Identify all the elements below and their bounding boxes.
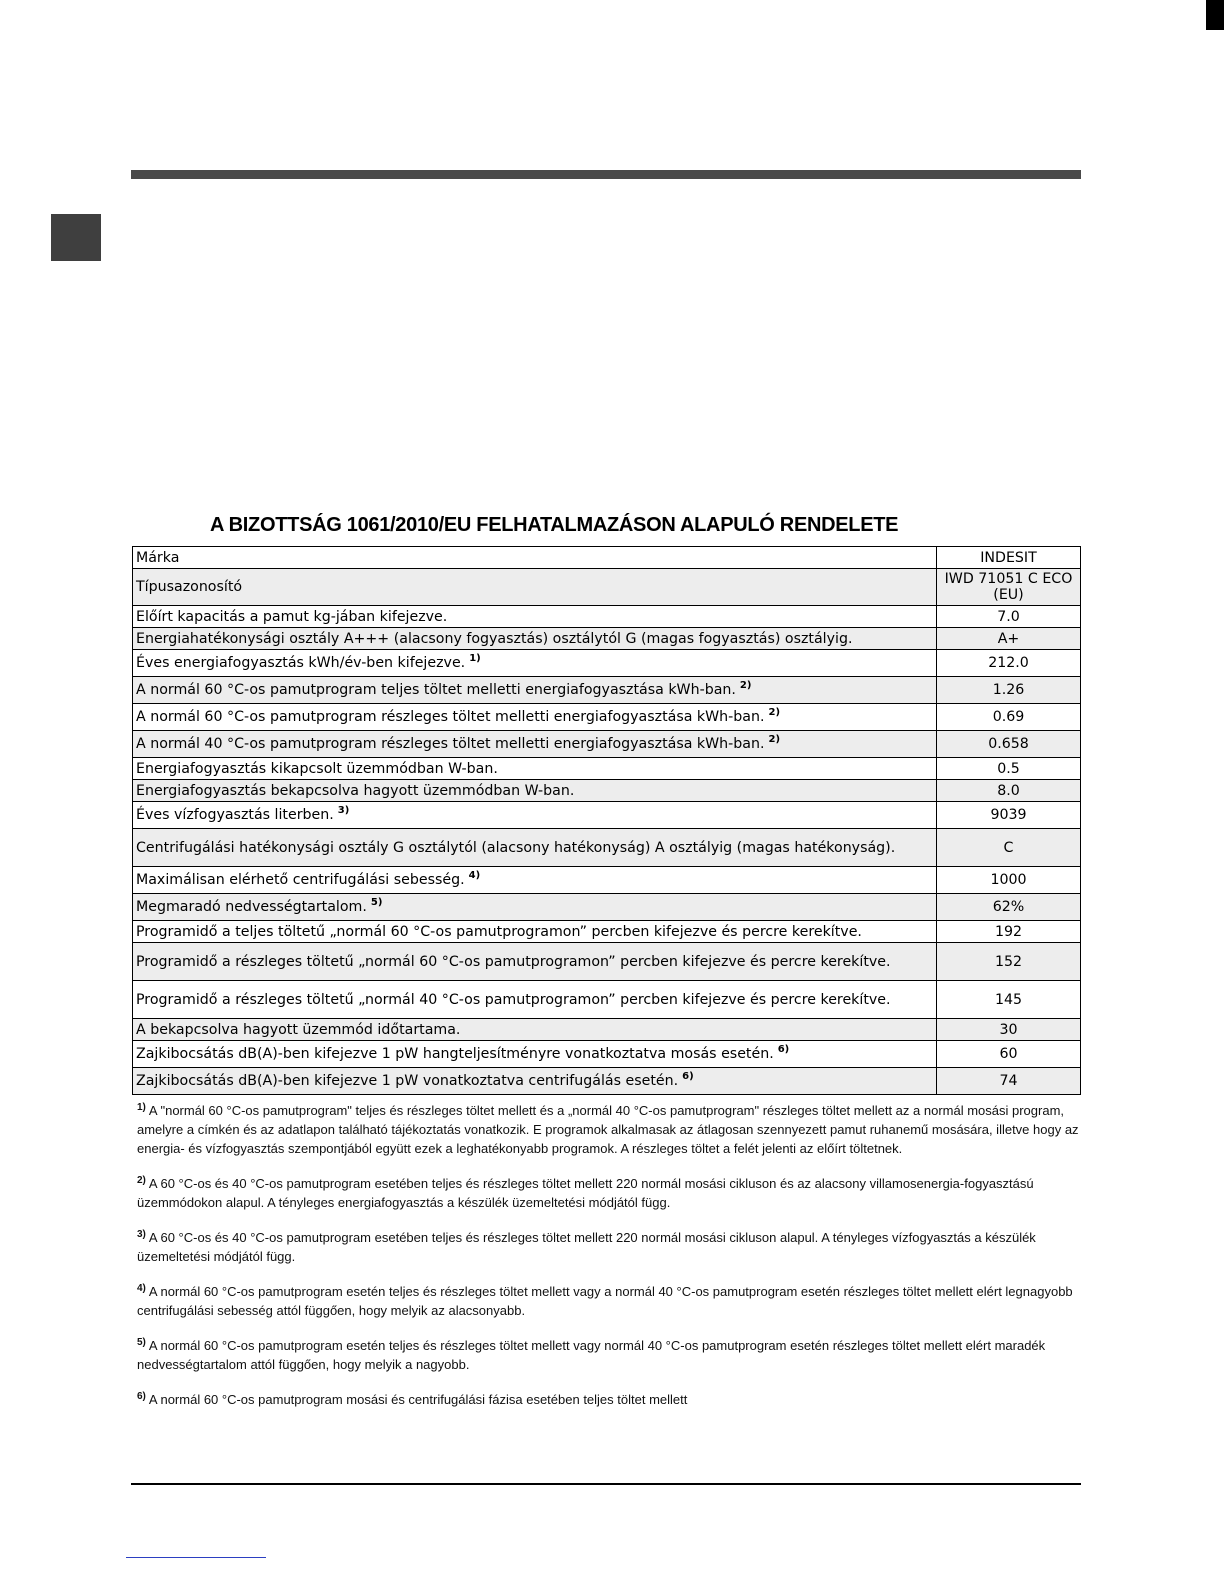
footnote-text: A normál 60 °C-os pamutprogram mosási és centrifugálási fázisa esetében teljes töltet mellett [148, 1392, 688, 1407]
row-value: 8.0 [937, 780, 1081, 802]
row-label-cell [133, 780, 937, 802]
row-label: Megmaradó nedvességtartalom. [136, 899, 367, 915]
table-row [133, 677, 1081, 704]
row-value: 152 [937, 943, 1081, 981]
footnote-ref: 2) [739, 680, 752, 691]
footnote-ref: 3) [337, 805, 350, 816]
footnote-number: 6) [137, 1391, 146, 1402]
row-label-cell [133, 628, 937, 650]
footnote [137, 1174, 1082, 1212]
row-value: IWD 71051 C ECO (EU) [937, 569, 1081, 606]
row-value: 192 [937, 921, 1081, 943]
row-value: C [937, 829, 1081, 867]
row-value: 62% [937, 894, 1081, 921]
row-label: Energiafogyasztás kikapcsolt üzemmódban W-ban. [136, 760, 498, 777]
row-label: Programidő a részleges töltetű „normál 40 °C-os pamutprogramon” percben kifejezve és percre kerekítve. [136, 991, 891, 1008]
row-value: 9039 [937, 802, 1081, 829]
footnote-text: A 60 °C-os és 40 °C-os pamutprogram esetében teljes és részleges töltet mellett 220 normál mosási cikluson és az alacsony villamosenergia-fogyasztású üzemmódokon alapul. A tényleges energiafogyasztás a készülék üzemeltetési módjától függ. [137, 1176, 1034, 1210]
row-value: 0.658 [937, 731, 1081, 758]
row-label-cell [133, 1068, 937, 1095]
row-label-cell [133, 606, 937, 628]
row-value: 30 [937, 1019, 1081, 1041]
document-title: A BIZOTTSÁG 1061/2010/EU FELHATALMAZÁSON ALAPULÓ RENDELETE [210, 514, 899, 536]
table-row [133, 780, 1081, 802]
row-value: 0.69 [937, 704, 1081, 731]
table-row [133, 981, 1081, 1019]
row-label: Energiafogyasztás bekapcsolva hagyott üzemmódban W-ban. [136, 782, 575, 799]
table-row [133, 943, 1081, 981]
row-label-cell [133, 921, 937, 943]
table-row [133, 867, 1081, 894]
footnote [137, 1228, 1082, 1266]
footnote-number: 3) [137, 1229, 146, 1240]
table-row [133, 606, 1081, 628]
footnotes [137, 1101, 1082, 1425]
footer-rule [131, 1483, 1081, 1485]
header-rule [131, 170, 1081, 179]
footnote-text: A "normál 60 °C-os pamutprogram" teljes és részleges töltet mellett és a „normál 40 °C-os pamutprogram" részleges töltet mellett az a normál mosási program, amelyre a címkén és az adatlapon található tájékoztatás vonatkozik. E programok alkalmasak az átlagosan szennyezett pamut ruhanemű mosására, illetve hogy az energia- és vízfogyasztás szempontjából együtt ezek a leghatékonyabb programok. A részleges töltet a felét jelenti az előírt töltetnek. [137, 1103, 1079, 1156]
row-label-cell [133, 704, 937, 731]
row-label: Programidő a teljes töltetű „normál 60 °C-os pamutprogramon” percben kifejezve és percre kerekítve. [136, 923, 862, 940]
footnote [137, 1390, 1082, 1409]
row-label: A normál 40 °C-os pamutprogram részleges töltet melletti energiafogyasztása kWh-ban. [136, 736, 765, 752]
table-row [133, 758, 1081, 780]
row-label-cell [133, 867, 937, 894]
footnote-ref: 2) [768, 734, 781, 745]
table-row [133, 1041, 1081, 1068]
row-value: 145 [937, 981, 1081, 1019]
row-label: A normál 60 °C-os pamutprogram részleges töltet melletti energiafogyasztása kWh-ban. [136, 709, 765, 725]
row-label-cell [133, 1041, 937, 1068]
corner-mark [1206, 0, 1224, 30]
row-value: 74 [937, 1068, 1081, 1095]
row-label: Centrifugálási hatékonysági osztály G osztálytól (alacsony hatékonyság) A osztályig (magas hatékonyság). [136, 839, 896, 856]
footnote [137, 1336, 1082, 1374]
table-row [133, 569, 1081, 606]
row-label-cell [133, 1019, 937, 1041]
row-label: Előírt kapacitás a pamut kg-jában kifejezve. [136, 608, 448, 625]
table-row [133, 731, 1081, 758]
row-value: INDESIT [937, 547, 1081, 569]
row-label: Zajkibocsátás dB(A)-ben kifejezve 1 pW hangteljesítményre vonatkoztatva mosás esetén. [136, 1046, 774, 1062]
row-label-cell [133, 894, 937, 921]
footnote-ref: 4) [468, 870, 481, 881]
row-value: 60 [937, 1041, 1081, 1068]
row-label: Energiahatékonysági osztály A+++ (alacsony fogyasztás) osztálytól G (magas fogyasztás) osztályig. [136, 630, 853, 647]
row-label: Zajkibocsátás dB(A)-ben kifejezve 1 pW vonatkoztatva centrifugálás esetén. [136, 1073, 679, 1089]
footnote-ref: 6) [777, 1044, 790, 1055]
row-label-cell [133, 569, 937, 606]
footnote-number: 2) [137, 1175, 146, 1186]
footnote-text: A normál 60 °C-os pamutprogram esetén teljes és részleges töltet mellett vagy a normál 40 °C-os pamutprogram esetén részleges töltet mellett elért legnagyobb centrifugálási sebesség attól függően, hogy melyik az alacsonyabb. [137, 1284, 1073, 1318]
row-value: 7.0 [937, 606, 1081, 628]
table-row [133, 547, 1081, 569]
row-value: A+ [937, 628, 1081, 650]
row-label: A bekapcsolva hagyott üzemmód időtartama. [136, 1021, 461, 1038]
table-row [133, 921, 1081, 943]
table-row [133, 704, 1081, 731]
row-label: Programidő a részleges töltetű „normál 60 °C-os pamutprogramon” percben kifejezve és percre kerekítve. [136, 953, 891, 970]
row-label: Márka [136, 549, 180, 566]
spec-table [132, 546, 1081, 1095]
row-label-cell [133, 758, 937, 780]
table-row [133, 1068, 1081, 1095]
row-label-cell [133, 677, 937, 704]
table-row [133, 802, 1081, 829]
row-label: Éves vízfogyasztás literben. [136, 807, 334, 823]
table-row [133, 1019, 1081, 1041]
row-value: 212.0 [937, 650, 1081, 677]
row-label-cell [133, 943, 937, 981]
row-label-cell [133, 547, 937, 569]
row-label-cell [133, 650, 937, 677]
footnote-ref: 1) [469, 653, 481, 664]
footnote-text: A normál 60 °C-os pamutprogram esetén teljes és részleges töltet mellett vagy normál 40 °C-os pamutprogram esetén részleges töltet mellett elért maradék nedvességtartalom attól függően, hogy melyik a nagyobb. [137, 1338, 1046, 1372]
language-tab-block [51, 214, 101, 261]
row-label-cell [133, 829, 937, 867]
table-row [133, 650, 1081, 677]
footnote-ref: 2) [768, 707, 781, 718]
table-row [133, 829, 1081, 867]
row-label-cell [133, 731, 937, 758]
footnote-number: 5) [137, 1337, 146, 1348]
row-label-cell [133, 981, 937, 1019]
footnote [137, 1101, 1082, 1158]
row-value: 1.26 [937, 677, 1081, 704]
table-row [133, 628, 1081, 650]
row-value: 1000 [937, 867, 1081, 894]
row-label: Maximálisan elérhető centrifugálási sebesség. [136, 872, 465, 888]
footnote-text: A 60 °C-os és 40 °C-os pamutprogram esetében teljes és részleges töltet mellett 220 normál mosási cikluson alapul. A tényleges vízfogyasztás a készülék üzemeltetési módjától függ. [137, 1230, 1036, 1264]
row-value: 0.5 [937, 758, 1081, 780]
footnote-number: 4) [137, 1283, 146, 1294]
footnote-ref: 6) [682, 1071, 694, 1082]
row-label: Éves energiafogyasztás kWh/év-ben kifejezve. [136, 655, 466, 671]
footnote [137, 1282, 1082, 1320]
table-row [133, 894, 1081, 921]
footnote-number: 1) [137, 1102, 146, 1113]
row-label: A normál 60 °C-os pamutprogram teljes töltet melletti energiafogyasztása kWh-ban. [136, 682, 736, 698]
footnote-ref: 5) [370, 897, 383, 908]
row-label: Típusazonosító [136, 579, 243, 595]
footer-link-underline [126, 1557, 266, 1558]
row-label-cell [133, 802, 937, 829]
